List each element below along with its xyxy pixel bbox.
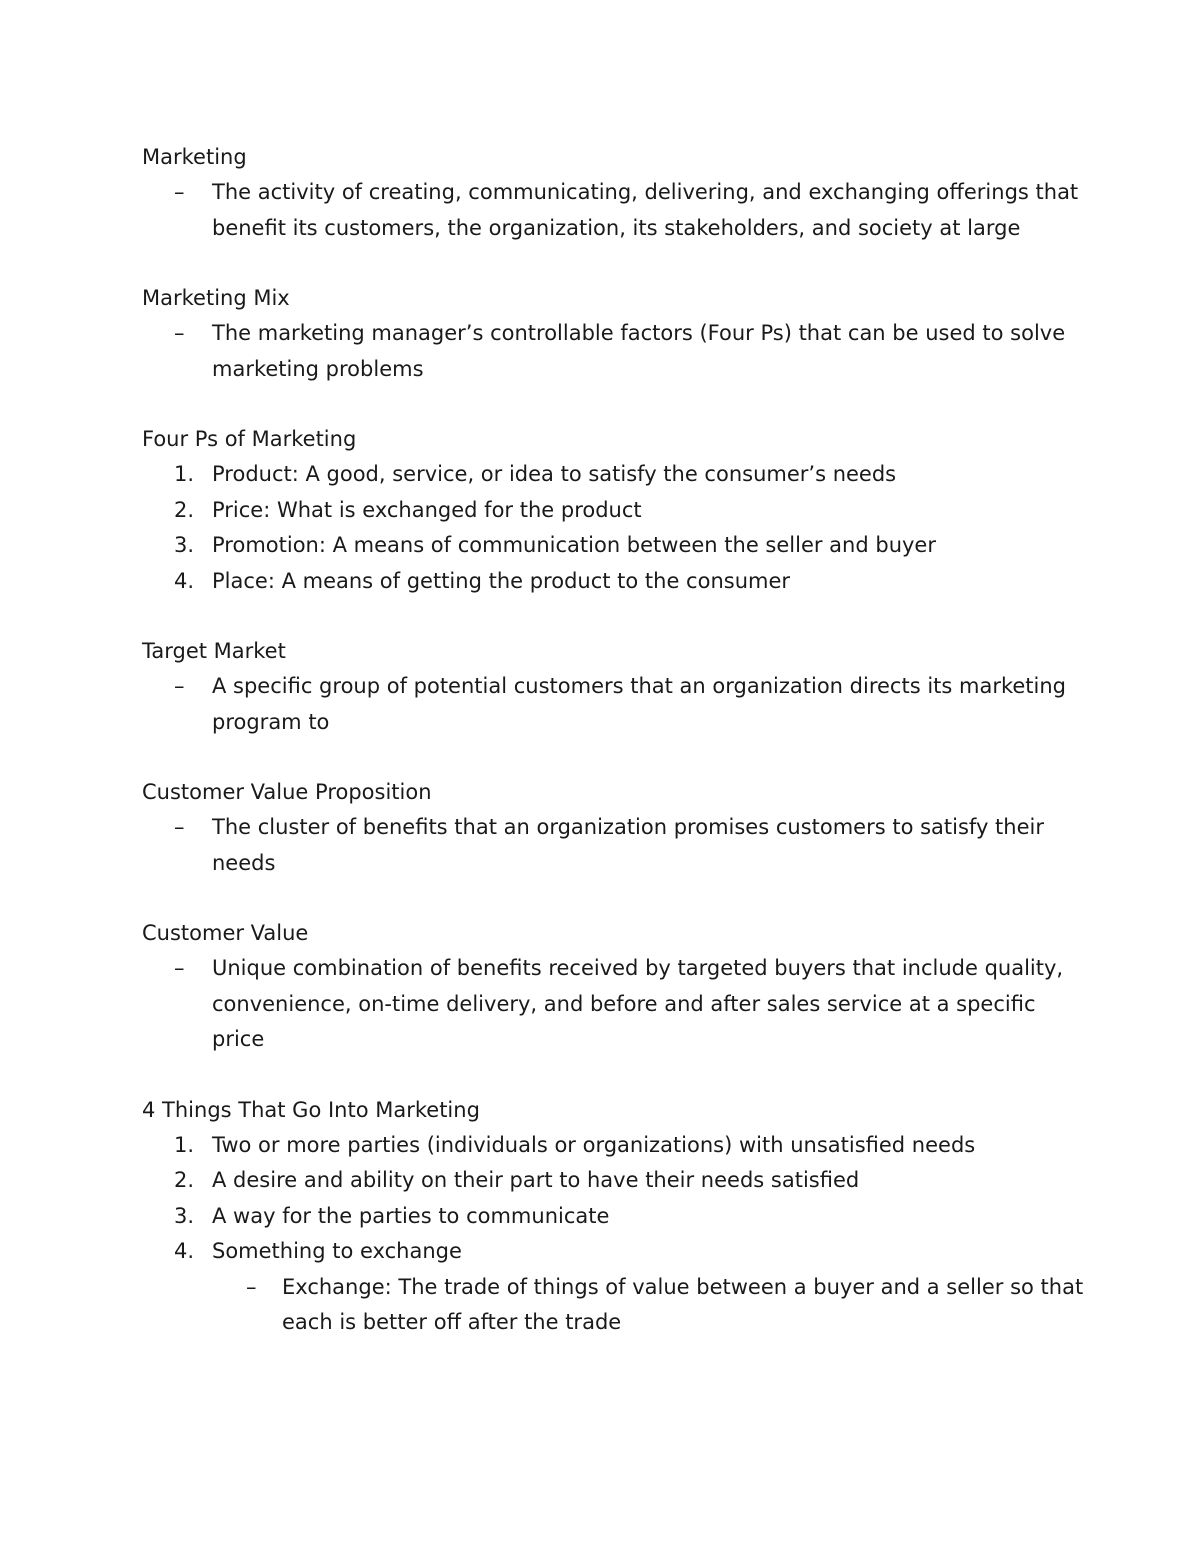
- list-item-text: Product: A good, service, or idea to satisfy the consumer’s needs: [212, 462, 897, 486]
- list-item-text: Something to exchange: [212, 1239, 462, 1263]
- list-item-text: Two or more parties (individuals or organizations) with unsatisfied needs: [212, 1132, 976, 1157]
- dash-list: [142, 951, 1090, 1058]
- section-heading: Marketing: [142, 145, 247, 169]
- list-item: [142, 951, 1090, 1058]
- list-item: [212, 1270, 1090, 1341]
- list-item: [142, 1163, 1090, 1199]
- list-number: 4.: [174, 568, 195, 593]
- list-number: 4.: [174, 1239, 195, 1263]
- section-four-things: [142, 1093, 1090, 1341]
- list-number: 1.: [174, 1132, 195, 1157]
- dash-marker: –: [246, 1274, 257, 1299]
- dash-marker: –: [174, 180, 185, 204]
- list-number: 3.: [174, 533, 195, 557]
- list-item: [142, 457, 1090, 493]
- list-number: 3.: [174, 1203, 195, 1228]
- section-heading: Marketing Mix: [142, 286, 290, 310]
- section-customer-value: [142, 916, 1090, 1058]
- dash-list: [142, 810, 1090, 881]
- dash-marker: –: [174, 815, 185, 839]
- list-number: 1.: [174, 462, 195, 486]
- list-item: [142, 810, 1090, 881]
- list-item-text: A desire and ability on their part to have their needs satisfied: [212, 1168, 860, 1192]
- numbered-list: [142, 457, 1090, 599]
- list-number: 2.: [174, 1168, 195, 1192]
- list-item: [142, 1234, 1090, 1341]
- list-item-text: Place: A means of getting the product to the consumer: [212, 568, 791, 593]
- dash-marker: –: [174, 956, 185, 980]
- section-marketing-mix: [142, 281, 1090, 387]
- dash-list: [142, 316, 1090, 387]
- section-customer-value-proposition: [142, 775, 1090, 881]
- list-item-text: The cluster of benefits that an organization promises customers to satisfy their needs: [212, 815, 1044, 875]
- section-heading: Four Ps of Marketing: [142, 427, 357, 451]
- list-number: 2.: [174, 497, 195, 522]
- list-item: [142, 1128, 1090, 1164]
- list-item: [142, 564, 1090, 600]
- section-target-market: [142, 634, 1090, 740]
- list-item-text: Price: What is exchanged for the product: [212, 497, 642, 522]
- dash-list: [142, 175, 1090, 246]
- section-heading: 4 Things That Go Into Marketing: [142, 1097, 480, 1122]
- numbered-list: [142, 1128, 1090, 1341]
- section-four-ps: [142, 422, 1090, 599]
- list-item-text: A specific group of potential customers that an organization directs its marketing program to: [212, 674, 1066, 734]
- section-heading: Target Market: [142, 639, 286, 663]
- sub-dash-list: [212, 1270, 1090, 1341]
- section-heading: Customer Value: [142, 921, 309, 945]
- list-item-text: Exchange: The trade of things of value between a buyer and a seller so that each is better off after the trade: [282, 1274, 1084, 1334]
- list-item-text: A way for the parties to communicate: [212, 1203, 610, 1228]
- list-item: [142, 669, 1090, 740]
- list-item: [142, 528, 1090, 564]
- list-item: [142, 1199, 1090, 1235]
- list-item: [142, 316, 1090, 387]
- list-item-text: The activity of creating, communicating, delivering, and exchanging offerings that benefit its customers, the organization, its stakeholders, and society at large: [212, 180, 1079, 240]
- dash-marker: –: [174, 674, 185, 698]
- list-item: [142, 493, 1090, 529]
- section-heading: Customer Value Proposition: [142, 780, 432, 804]
- list-item-text: The marketing manager’s controllable factors (Four Ps) that can be used to solve marketing problems: [212, 321, 1066, 381]
- list-item-text: Promotion: A means of communication between the seller and buyer: [212, 533, 936, 557]
- dash-list: [142, 669, 1090, 740]
- section-marketing: [142, 140, 1090, 246]
- list-item: [142, 175, 1090, 246]
- list-item-text: Unique combination of benefits received by targeted buyers that include quality, convenience, on-time delivery, and before and after sales service at a specific price: [212, 956, 1064, 1051]
- dash-marker: –: [174, 321, 185, 345]
